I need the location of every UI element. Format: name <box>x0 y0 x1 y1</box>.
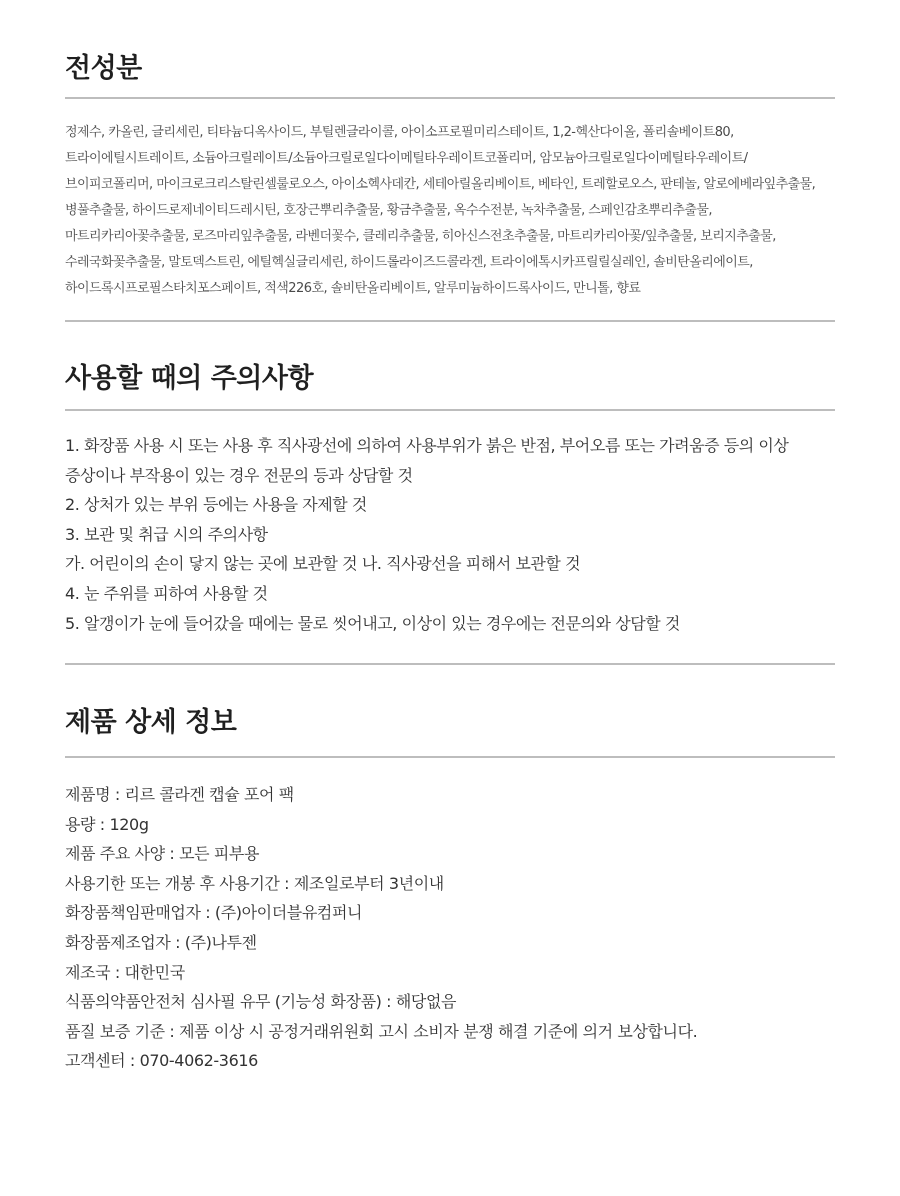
detail-value: 모든 피부용 <box>179 844 260 864</box>
precaution-line: 가. 어린이의 손이 닿지 않는 곳에 보관할 것 나. 직사광선을 피해서 보관할 것 <box>65 554 581 574</box>
detail-row-quality-guarantee <box>65 1017 835 1047</box>
detail-value: 해당없음 <box>395 992 457 1012</box>
detail-row-product-name <box>65 780 835 810</box>
detail-label: 화장품책임판매업자 : <box>65 903 215 923</box>
detail-value: 제조일로부터 3년이내 <box>293 873 444 893</box>
ingredients-section <box>65 52 835 86</box>
precaution-line: 증상이나 부작용이 있는 경우 전문의 등과 상담할 것 <box>65 465 413 485</box>
detail-label: 제품 주요 사양 : <box>65 844 180 864</box>
detail-value: 대한민국 <box>124 962 185 982</box>
detail-value: 120g <box>109 814 149 834</box>
ingredients-bottom-divider <box>65 320 835 322</box>
precautions-title: 사용할 때의 주의사항 <box>65 363 314 394</box>
precaution-line: 5. 알갱이가 눈에 들어갔을 때에는 물로 씻어내고, 이상이 있는 경우에는 전문의와 상담할 것 <box>65 613 680 633</box>
product-details-title-divider <box>65 756 835 758</box>
detail-label: 사용기한 또는 개봉 후 사용기간 : <box>65 873 294 893</box>
detail-value: 070-4062-3616 <box>139 1051 258 1071</box>
precautions-list <box>65 431 835 638</box>
detail-label: 용량 : <box>65 814 110 834</box>
ingredients-text: 정제수, 카올린, 글리세린, 티타늄디옥사이드, 부틸렌글라이콜, 아이소프로필미리스테이트, 1,2-헥산다이올, 폴리솔베이트80, 트라이에틸시트레이트, 소듐아크릴레이트/소듐아크릴로일다이메틸타우레이트코폴리머, 암모늄아크릴로일다이메틸타우레이트/브이피코폴리머, 마이크로크리스탈린셀룰로오스, 아이소헥사데칸, 세테아릴올리베이트, 베타인, 트레할로오스, 판테놀, 알로에베라잎추출물, 병풀추출물, 하이드로제네이티드레시틴, 호장근뿌리추출물, 황금추출물, 옥수수전분, 녹차추출물, 스페인감초뿌리추출물, 마트리카리아꽃추출물, 로즈마리잎추출물, 라벤더꽃수, 클레리추출물, 히아신스전초추출물, 마트리카리아꽃/잎추출물, 보리지추출물, 수레국화꽃추출물, 말토덱스트린, 에틸헥실글리세린, 하이드롤라이즈드콜라겐, 트라이에톡시카프릴릴실레인, 솔비탄올리에이트, 하이드록시프로필스타치포스페이트, 적색226호, 솔비탄올리베이트, 알루미늄하이드록사이드, 만니톨, 향료 <box>65 125 816 296</box>
ingredients-title-divider <box>65 97 835 99</box>
detail-row-capacity <box>65 810 835 840</box>
detail-row-manufacturer <box>65 928 835 958</box>
detail-row-country <box>65 958 835 988</box>
product-details-title: 제품 상세 정보 <box>65 707 237 738</box>
detail-value: 제품 이상 시 공정거래위원회 고시 소비자 분쟁 해결 기준에 의거 보상합니다. <box>179 1021 698 1041</box>
detail-row-expiry <box>65 869 835 899</box>
precautions-body <box>65 431 835 638</box>
product-details-body <box>65 780 835 1076</box>
ingredients-body <box>65 120 835 302</box>
detail-label: 식품의약품안전처 심사필 유무 (기능성 화장품) : <box>65 992 396 1012</box>
detail-label: 화장품제조업자 : <box>65 932 185 952</box>
detail-label: 품질 보증 기준 : <box>65 1021 180 1041</box>
ingredients-title: 전성분 <box>65 53 142 84</box>
detail-row-spec <box>65 839 835 869</box>
detail-label: 제조국 : <box>65 962 125 982</box>
detail-row-mfds-review <box>65 987 835 1017</box>
detail-row-customer-center <box>65 1046 835 1076</box>
precautions-title-divider <box>65 409 835 411</box>
precaution-line: 2. 상처가 있는 부위 등에는 사용을 자제할 것 <box>65 495 367 515</box>
product-details-section <box>65 706 835 740</box>
detail-value: (주)아이더블유컴퍼니 <box>214 903 363 923</box>
product-details-list <box>65 780 835 1076</box>
precaution-line: 3. 보관 및 취급 시의 주의사항 <box>65 524 268 544</box>
precautions-bottom-divider <box>65 663 835 665</box>
precaution-line: 1. 화장품 사용 시 또는 사용 후 직사광선에 의하여 사용부위가 붉은 반점, 부어오름 또는 가려움증 등의 이상 <box>65 436 789 455</box>
precautions-section <box>65 362 835 396</box>
detail-value: (주)나투젠 <box>184 932 257 952</box>
detail-label: 고객센터 : <box>65 1051 140 1071</box>
detail-row-seller <box>65 898 835 928</box>
precaution-line: 4. 눈 주위를 피하여 사용할 것 <box>65 583 268 603</box>
detail-value: 리르 콜라겐 캡슐 포어 팩 <box>124 785 294 804</box>
detail-label: 제품명 : <box>65 785 125 804</box>
